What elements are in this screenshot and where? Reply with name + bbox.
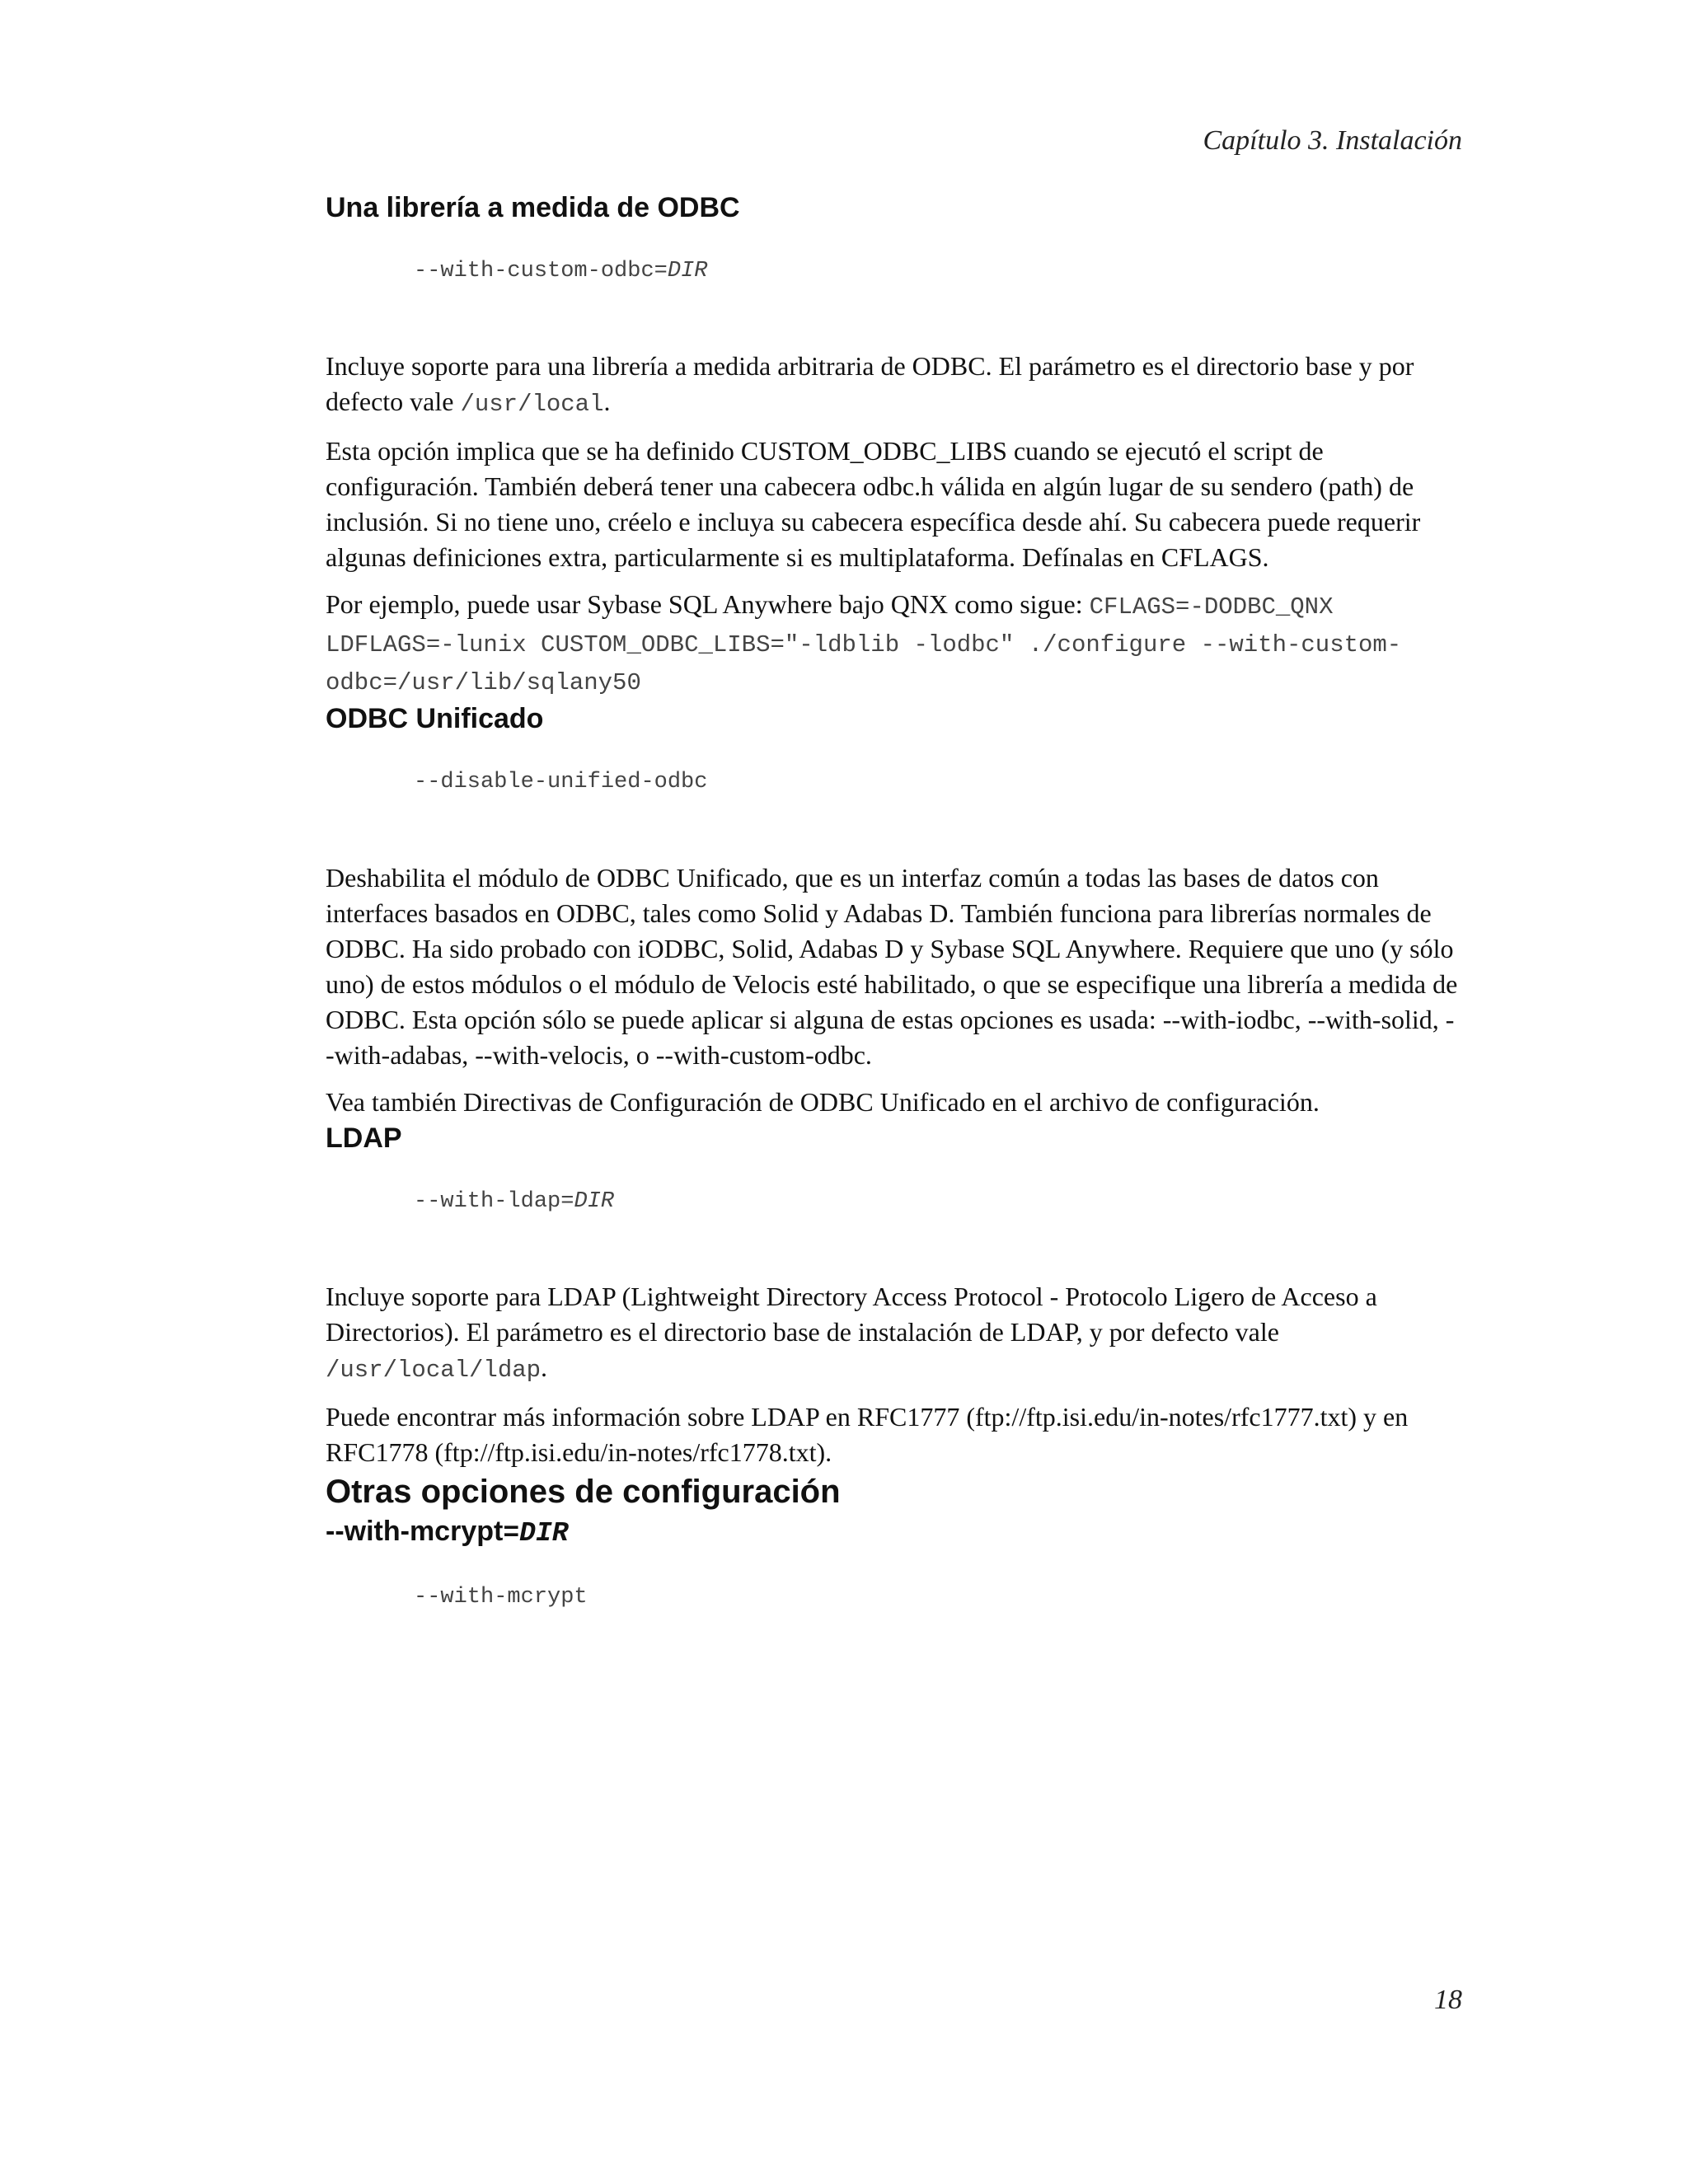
paragraph-ldap-more-info: Puede encontrar más información sobre LDAP en RFC1777 (ftp://ftp.isi.edu/in-notes/rfc1777.txt) y en RFC1778 (ftp://ftp.isi.edu/in-notes/rfc1778.txt). (326, 1401, 1409, 1467)
option-unified-odbc: --disable-unified-odbc (414, 770, 708, 795)
paragraph-ldap-intro (326, 1279, 1463, 1388)
option-custom-odbc (414, 257, 1463, 286)
paragraph-unified-odbc-see-also: Vea también Directivas de Configuración de ODBC Unificado en el archivo de configuración. (326, 1086, 1320, 1117)
page-content (326, 190, 1463, 1612)
heading-text: --with-mcrypt (326, 1515, 504, 1547)
page-number: 18 (1434, 1985, 1462, 2015)
option-arg: DIR (574, 1188, 615, 1214)
option-mcrypt: --with-mcrypt (414, 1584, 588, 1610)
running-header: Capítulo 3. Instalación (1203, 125, 1462, 156)
heading-other-options: Otras opciones de configuración (326, 1473, 841, 1510)
paragraph-custom-odbc-details: Esta opción implica que se ha definido CUSTOM_ODBC_LIBS cuando se ejecutó el script de configuración. También deberá tener una cabecera odbc.h válida en algún lugar de su sendero (path) de inclusión. Si no tiene uno, créelo e incluya su cabecera específica desde ahí. Su cabecera puede requerir algunas definiciones extra, particularmente si es multiplataforma. Defínalas en CFLAGS. (326, 436, 1421, 573)
inline-code: CFLAGS=-DODBC_QNX LDFLAGS=-lunix CUSTOM_ODBC_LIBS="-ldblib -lodbc" ./configure --with-custom-odbc=/usr/lib/sqlany50 (326, 593, 1402, 697)
paragraph-custom-odbc-example (326, 587, 1463, 701)
heading-arg: =DIR (503, 1517, 569, 1549)
paragraph-end: . (541, 1352, 548, 1382)
paragraph-text: Incluye soporte para LDAP (Lightweight Directory Access Protocol - Protocolo Ligero de Acceso a Directorios). El parámetro es el directorio base de instalación de LDAP, y por defecto vale (326, 1281, 1377, 1347)
option-arg: DIR (667, 259, 708, 284)
inline-code: /usr/local/ldap (326, 1356, 542, 1384)
option-ldap (414, 1188, 1463, 1216)
inline-code: /usr/local (460, 391, 604, 419)
paragraph-text: Por ejemplo, puede usar Sybase SQL Anywhere bajo QNX como sigue: (326, 589, 1090, 620)
heading-ldap: LDAP (326, 1122, 402, 1154)
paragraph-text: Incluye soporte para una librería a medida arbitraria de ODBC. El parámetro es el directorio base y por defecto vale (326, 351, 1414, 417)
option-name: --with-custom-odbc= (414, 259, 668, 284)
heading-unified-odbc: ODBC Unificado (326, 703, 544, 735)
paragraph-custom-odbc-intro (326, 349, 1463, 422)
paragraph-end: . (603, 387, 611, 417)
heading-custom-odbc: Una librería a medida de ODBC (326, 192, 740, 223)
paragraph-unified-odbc-intro: Deshabilita el módulo de ODBC Unificado, que es un interfaz común a todas las bases de datos con interfaces basados en ODBC, tales como Solid y Adabas D. También funciona para librerías normales de ODBC. Ha sido probado con iODBC, Solid, Adabas D y Sybase SQL Anywhere. Requiere que uno (y sólo uno) de estos módulos o el módulo de Velocis esté habilitado, o que se especifique una librería a medida de ODBC. Esta opción sólo se puede aplicar si alguna de estas opciones es usada: --with-iodbc, --with-solid, --with-adabas, --with-velocis, o --with-custom-odbc. (326, 862, 1458, 1070)
option-name: --with-ldap= (414, 1188, 574, 1214)
heading-mcrypt (326, 1513, 1463, 1552)
